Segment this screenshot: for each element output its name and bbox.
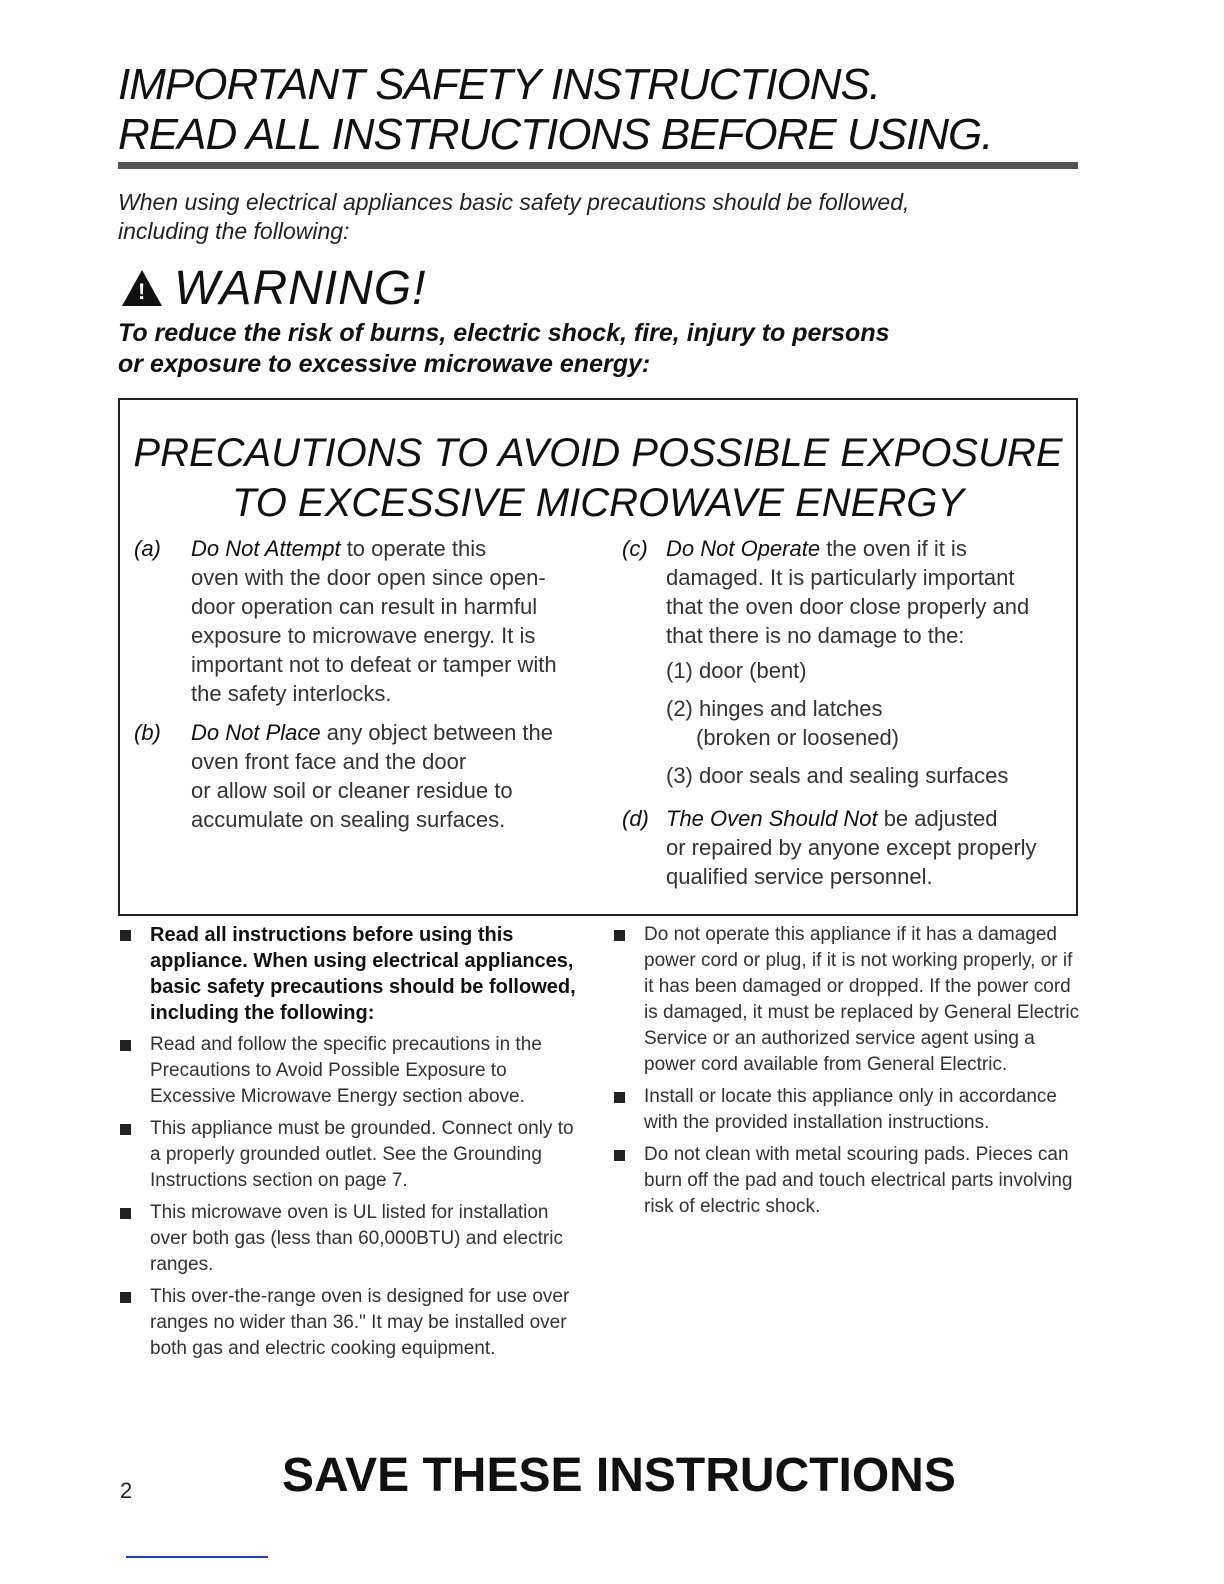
bullet-text: Do not operate this appliance if it has a damaged power cord or plug, if it is not working properly, or if it has been damaged or dropped. If the power cord is damaged, it must be replaced by General Electric Service or an authorized service agent using a power cord available from General Electric.	[644, 924, 1080, 1075]
bullet-text: Install or locate this appliance only in accordance with the provided installation instructions.	[644, 1086, 1057, 1133]
bullet-icon	[614, 930, 625, 941]
precaution-item-d	[622, 804, 1072, 894]
bullet-text: Read all instructions before using this appliance. When using electrical appliances, basic safety precautions should be followed, including the following:	[150, 924, 576, 1024]
precaution-item-a	[134, 534, 604, 714]
item-line: accumulate on sealing surfaces.	[191, 807, 506, 832]
title-line-2: READ ALL INSTRUCTIONS BEFORE USING.	[118, 110, 993, 159]
damage-item-3: (3) door seals and sealing surfaces	[666, 763, 1009, 788]
item-letter: (a)	[134, 536, 161, 561]
intro-text	[118, 188, 1078, 246]
precautions-title-line-1: PRECAUTIONS TO AVOID POSSIBLE EXPOSURE	[133, 431, 1063, 475]
title-divider	[118, 162, 1078, 169]
save-instructions-banner: SAVE THESE INSTRUCTIONS	[282, 1449, 956, 1502]
bullet-icon	[120, 1208, 131, 1219]
footer-rule	[126, 1556, 268, 1558]
right-bullet-list	[612, 922, 1082, 1226]
bullet-icon	[120, 930, 131, 941]
bullet-text: This microwave oven is UL listed for installation over both gas (less than 60,000BTU) and electric ranges.	[150, 1202, 563, 1275]
item-line: oven front face and the door	[191, 749, 467, 774]
precautions-title-line-2: TO EXCESSIVE MICROWAVE ENERGY	[231, 481, 965, 525]
item-lead: Do Not Attempt	[191, 536, 341, 561]
list-item	[612, 1084, 1082, 1136]
precaution-item-c	[622, 534, 1072, 654]
list-item	[118, 922, 578, 1026]
intro-line-2: including the following:	[118, 218, 350, 244]
left-bullet-list	[118, 922, 578, 1368]
precaution-item-b	[134, 718, 604, 838]
item-line: or repaired by anyone except properly	[666, 835, 1037, 860]
item-line: that there is no damage to the:	[666, 623, 965, 648]
bullet-icon	[614, 1150, 625, 1161]
bullet-icon	[614, 1092, 625, 1103]
warning-heading	[122, 258, 426, 318]
damage-item-2-detail: (broken or loosened)	[696, 725, 900, 750]
item-line: to operate this	[340, 536, 487, 561]
item-lead: Do Not Place	[191, 720, 321, 745]
warning-line-2: or exposure to excessive microwave energy:	[118, 350, 651, 378]
bullet-text: Read and follow the specific precautions in the Precautions to Avoid Possible Exposure to Excessive Microwave Energy section above.	[150, 1034, 542, 1107]
item-line: oven with the door open since open-	[191, 565, 546, 590]
damage-item-1: (1) door (bent)	[666, 658, 807, 683]
item-line: any object between the	[320, 720, 554, 745]
page-number: 2	[120, 1478, 133, 1503]
item-line: qualified service personnel.	[666, 864, 933, 889]
item-line: exposure to microwave energy. It is	[191, 623, 536, 648]
item-letter: (c)	[622, 536, 648, 561]
title-line-1: IMPORTANT SAFETY INSTRUCTIONS.	[118, 60, 881, 109]
item-line: be adjusted	[877, 806, 998, 831]
intro-line-1: When using electrical appliances basic safety precautions should be followed,	[118, 189, 910, 215]
item-line: that the oven door close properly and	[666, 594, 1030, 619]
bullet-icon	[120, 1124, 131, 1135]
item-letter: (b)	[134, 720, 161, 745]
page-title	[118, 60, 993, 160]
item-line: the safety interlocks.	[191, 681, 392, 706]
list-item	[612, 922, 1082, 1078]
item-letter: (d)	[622, 806, 649, 831]
warning-subtext	[118, 318, 1078, 380]
list-item	[118, 1200, 578, 1278]
bullet-text: This appliance must be grounded. Connect only to a properly grounded outlet. See the Grounding Instructions section on page 7.	[150, 1118, 574, 1191]
bullet-icon	[120, 1040, 131, 1051]
item-line: door operation can result in harmful	[191, 594, 538, 619]
bullet-text: This over-the-range oven is designed for use over ranges no wider than 36." It may be installed over both gas and electric cooking equipment.	[150, 1286, 570, 1359]
warning-triangle-icon	[122, 270, 162, 306]
item-line: the oven if it is	[820, 536, 967, 561]
item-lead: The Oven Should Not	[666, 806, 878, 831]
item-line: or allow soil or cleaner residue to	[191, 778, 513, 803]
bullet-text: Do not clean with metal scouring pads. Pieces can burn off the pad and touch electrical parts involving risk of electric shock.	[644, 1144, 1073, 1217]
warning-label: WARNING!	[174, 261, 427, 315]
list-item	[118, 1032, 578, 1110]
bullet-icon	[120, 1292, 131, 1303]
precautions-box	[118, 398, 1078, 916]
item-lead: Do Not Operate	[666, 536, 821, 561]
warning-line-1: To reduce the risk of burns, electric shock, fire, injury to persons	[118, 319, 890, 347]
damage-item-2: (2) hinges and latches	[666, 696, 883, 721]
list-item	[118, 1284, 578, 1362]
item-line: damaged. It is particularly important	[666, 565, 1015, 590]
item-line: important not to defeat or tamper with	[191, 652, 557, 677]
list-item	[612, 1142, 1082, 1220]
list-item	[118, 1116, 578, 1194]
